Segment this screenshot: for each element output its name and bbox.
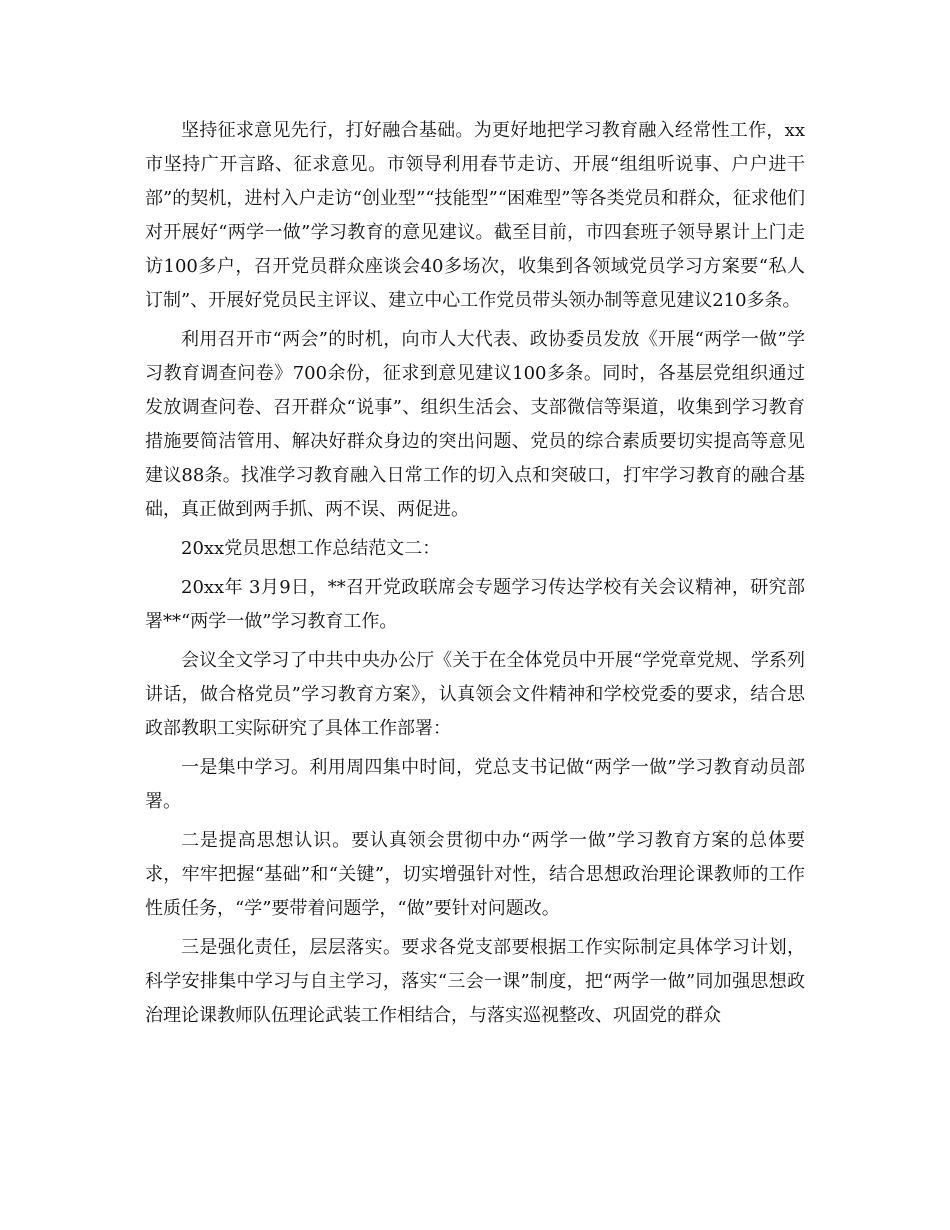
paragraph-3-heading: 20xx党员思想工作总结范文二：: [181, 538, 441, 559]
paragraph-4: 20xx年 3月9日，**召开党政联席会专题学习传达学校有关会议精神，研究部署**“两学一做”学习教育工作。: [145, 577, 805, 632]
paragraph-7: 二是提高思想认识。要认真领会贯彻中办“两学一做”学习教育方案的总体要求，牢牢把握“基础”和“关键”，切实增强针对性，结合思想政治理论课教师的工作性质任务，“学”要带着问题学，“做”要针对问题改。: [145, 830, 805, 919]
paragraph-6: 一是集中学习。利用周四集中时间，党总支书记做“两学一做”学习教育动员部署。: [145, 757, 805, 812]
paragraph-1: 坚持征求意见先行，打好融合基础。为更好地把学习教育融入经常性工作，xx市坚持广开言路、征求意见。市领导利用春节走访、开展“组组听说事、户户进干部”的契机，进村入户走访“创业型”“技能型”“困难型”等各类党员和群众，征求他们对开展好“两学一做”学习教育的意见建议。截至目前，市四套班子领导累计上门走访100多户，召开党员群众座谈会40多场次，收集到各领域党员学习方案要“私人订制”、开展好党员民主评议、建立中心工作党员带头领办制等意见建议210多条。: [145, 120, 805, 311]
paragraph-5: 会议全文学习了中共中央办公厅《关于在全体党员中开展“学党章党规、学系列讲话，做合格党员”学习教育方案》，认真领会文件精神和学校党委的要求，结合思政部教职工实际研究了具体工作部署：: [145, 650, 805, 739]
paragraph-2: 利用召开市“两会”的时机，向市人大代表、政协委员发放《开展“两学一做”学习教育调查问卷》700余份，征求到意见建议100多条。同时，各基层党组织通过发放调查问卷、召开群众“说事”、组织生活会、支部微信等渠道，收集到学习教育措施要简洁管用、解决好群众身边的突出问题、党员的综合素质要切实提高等意见建议88条。找准学习教育融入日常工作的切入点和突破口，打牢学习教育的融合基础，真正做到两手抓、两不误、两促进。: [145, 329, 805, 520]
document-body: [145, 114, 805, 1038]
paragraph-8: 三是强化责任，层层落实。要求各党支部要根据工作实际制定具体学习计划，科学安排集中学习与自主学习，落实“三会一课”制度，把“两学一做”同加强思想政治理论课教师队伍理论武装工作相结合，与落实巡视整改、巩固党的群众: [145, 937, 805, 1026]
